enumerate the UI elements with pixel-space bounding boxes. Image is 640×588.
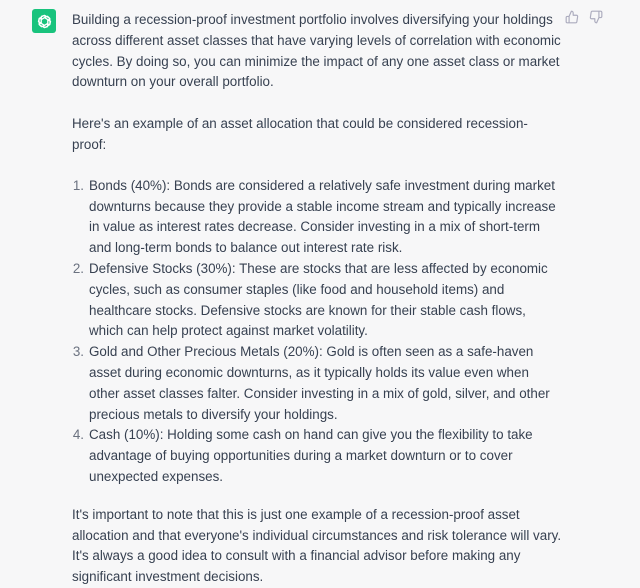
list-item-number: 4. bbox=[72, 427, 84, 443]
list-item-number: 1. bbox=[72, 177, 84, 193]
list-item-number: 3. bbox=[72, 344, 84, 360]
intro-paragraph: Building a recession-proof investment portfolio involves diversifying your holdings across different asset classes that have varying levels of correlation with economic cycles. By doing so, you can minimize the impact of any one asset class or market downturn on your overall portfolio. bbox=[72, 12, 561, 90]
list-item-number: 2. bbox=[72, 260, 84, 276]
thumbs-down-button[interactable] bbox=[588, 11, 604, 27]
thumbs-up-button[interactable] bbox=[564, 11, 580, 27]
list-item bbox=[72, 176, 562, 259]
thumbs-up-icon bbox=[565, 10, 579, 29]
list-item-text: Bonds (40%): Bonds are considered a relatively safe investment during market downturns because they provide a stable income stream and typically increase in value as interest rates decrease. Consider investing in a mix of short-term and long-term bonds to balance out interest rate risk. bbox=[89, 177, 556, 256]
list-item-text: Gold and Other Precious Metals (20%): Gold is often seen as a safe-haven asset during economic downturns, as it typically holds its value even when other asset classes falter. Consider investing in a mix of gold, silver, and other precious metals to diversify your holdings. bbox=[89, 344, 550, 422]
assistant-avatar bbox=[32, 9, 56, 33]
closing-paragraph: It's important to note that this is just one example of a recession-proof asset allocation and that everyone's individual circumstances and risk tolerance will vary. It's always a good idea to consult with a financial advisor before making any significant investment decisions. bbox=[72, 506, 562, 585]
allocation-list bbox=[72, 176, 562, 488]
assistant-message bbox=[72, 10, 562, 588]
list-item-text: Cash (10%): Holding some cash on hand can give you the flexibility to take advantage of buying opportunities during a market downturn or to cover unexpected expenses. bbox=[89, 427, 533, 484]
openai-logo-icon bbox=[36, 13, 53, 30]
example-lead-paragraph: Here's an example of an asset allocation that could be considered recession-proof: bbox=[72, 116, 528, 152]
list-item-text: Defensive Stocks (30%): These are stocks that are less affected by economic cycles, such as consumer staples (like food and household items) and healthcare stocks. Defensive stocks are known for their stable cash flows, which can help protect against market volatility. bbox=[89, 260, 548, 339]
list-item bbox=[72, 259, 562, 342]
list-item bbox=[72, 425, 562, 487]
thumbs-down-icon bbox=[589, 10, 603, 29]
list-item bbox=[72, 342, 562, 425]
feedback-controls bbox=[564, 11, 604, 27]
